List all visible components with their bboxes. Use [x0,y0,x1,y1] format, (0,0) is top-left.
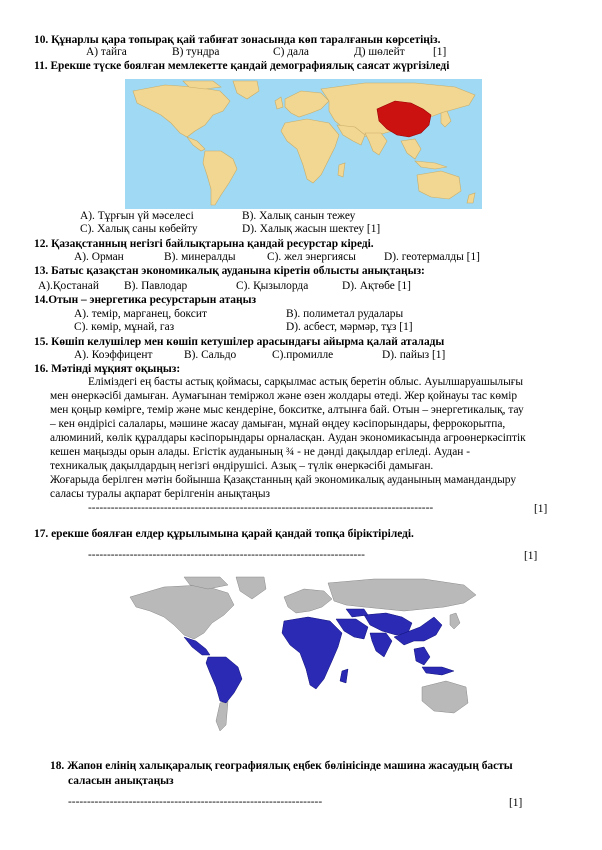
q10-mark: [1] [433,46,447,58]
question-17-title: 17. ерекше боялған елдер құрылымына қарай қандай топқа біріктіріледі. [34,528,414,540]
q18-answer-line: ------------------------------------------------------------------- [68,796,323,808]
world-map-developing-countries [124,575,479,740]
question-10-title: 10. Құнарлы қара топырақ қай табиғат зонасында көп таралғанын көрсетіңіз. [34,34,441,46]
q16-text-line-2: мен өнеркәсібі дамыған. Аумағынан теміржол және өзен жолдары өтеді. Жер қойнауы тас көмір [50,390,518,402]
q11-option-d: D). Халық жасын шектеу [1] [242,223,381,235]
q13-option-d: D). Ақтөбе [1] [342,280,411,292]
question-12-title: 12. Қазақстанның негізгі байлықтарына қандай ресурстар кіреді. [34,238,374,250]
q11-option-b: В). Халық санын тежеу [242,210,356,222]
q17-mark: [1] [524,550,538,562]
q12-option-a: А). Орман [74,251,124,263]
q17-answer-line: ------------------------------------------------------------------------- [88,549,365,561]
q12-option-c: С). жел энергиясы [267,251,356,263]
q16-answer-line: ------------------------------------------------------------------------------------------- [88,502,434,514]
question-16-title: 16. Мәтінді мұқият оқыңыз: [34,363,181,375]
q16-text-line-9: саласы туралы ақпарат берілгенін анықтаңыз [50,488,271,500]
q16-text-line-7: техникалық дақылдардың негізгі өндірушісі. Азық – түлік өнеркәсібі дамыған. [50,460,434,472]
q15-option-d: D). пайыз [1] [382,349,446,361]
q16-text-line-5: алюминий, көлік құралдары кәсіпорындары орналасқан. Аудан экономикасында агроөнеркәсіптік [50,432,526,444]
q10-option-a: А) тайга [86,46,127,58]
question-18-title-line-1: 18. Жапон елінің халықаралық географиялық еңбек бөлінісінде машина жасаудың басты [50,760,513,772]
q11-option-a: А). Тұрғын үй мәселесі [80,210,194,222]
q14-option-a: А). темір, марганец, боксит [74,308,207,320]
q11-option-c: С). Халық саны көбейту [80,223,198,235]
q12-option-d: D). геотермалды [1] [384,251,480,263]
world-map-china-highlighted [125,79,482,209]
question-18-title-line-2: саласын анықтаңыз [68,775,174,787]
q15-option-c: С).промилле [272,349,334,361]
q16-text-line-3: мен қоңыр көмірге, темір және мыс кендеріне, бокситке, алтынға бай. Отын – энергетикалық, тау [50,404,524,416]
q18-mark: [1] [509,797,523,809]
q16-text-line-8: Жоғарыда берілген мәтін бойынша Қазақстанның қай экономикалық ауданының мамандандыру [50,474,517,486]
question-14-title: 14.Отын – энергетика ресурстарын атаңыз [34,294,257,306]
q15-option-a: А). Коэффицент [74,349,153,361]
q16-text-line-6: кешен маңызды орын алады. Егістік ауданының ¾ - не дәнді дақылдар егіледі. Аудан - [50,446,471,458]
q15-option-b: В). Сальдо [184,349,237,361]
q16-text-line-4: – кен өндірісі салалары, мәшине жасау дамыған, мұнай өңдеу кәсіпорындары, феррокорытпа, [50,418,506,430]
q13-option-c: С). Қызылорда [236,280,309,292]
q16-text-line-1: Еліміздегі ең басты астық қоймасы, сарқылмас астық беретін облыс. Ауылшаруашылығы [88,376,524,388]
q14-option-b: В). полиметал рудалары [286,308,404,320]
q16-mark: [1] [534,503,548,515]
world-map-image-2 [124,575,479,740]
q12-option-b: В). минералды [164,251,236,263]
q10-option-b: В) тундра [172,46,220,58]
q14-option-c: С). көмір, мұнай, газ [74,321,175,333]
question-15-title: 15. Көшіп келушілер мен көшіп кетушілер арасындағы айырма қалай аталады [34,336,445,348]
world-map-image [125,79,482,209]
q10-option-c: С) дала [273,46,309,58]
q14-option-d: D). асбест, мәрмәр, тұз [1] [286,321,413,333]
question-11-title: 11. Ерекше түске боялған мемлекетте қандай демографиялық саясат жүргізіледі [34,60,450,72]
q13-option-b: В). Павлодар [124,280,188,292]
question-13-title: 13. Батыс қазақстан экономикалық ауданына кіретін облысты анықтаңыз: [34,265,425,277]
q13-option-a: А).Қостанай [38,280,99,292]
q10-option-d: Д) шөлейт [354,46,405,58]
